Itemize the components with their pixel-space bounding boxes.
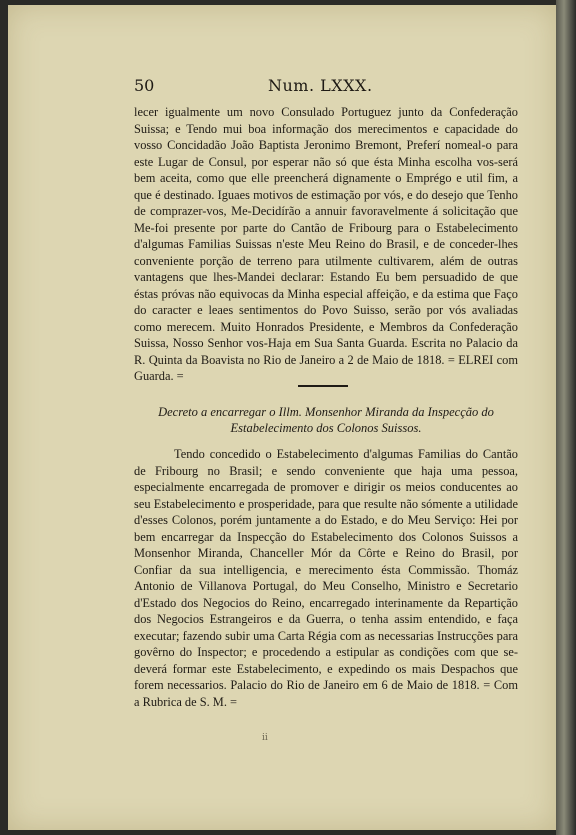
page-header bbox=[134, 76, 518, 100]
signature-mark: ii bbox=[262, 733, 268, 743]
page-number: 50 bbox=[134, 76, 155, 95]
page-edge bbox=[556, 0, 576, 835]
section-divider bbox=[298, 385, 348, 387]
letter-text: lecer igualmente um novo Consulado Portuguez junto da Confederação Suissa; e Tendo mui boa informação dos merecimentos e capacidade do vosso Concidadão João Baptista Jeronimo Bremont, Preferí nomeal-o para este Lugar de Consul, por esperar não só que ésta Minha escolha vos-será bem aceita, como que elle preencherá dignamente o Emprégo e util fim, a que é destinado. Iguaes motivos de estimação por vós, e do desejo que Tenho de comprazer-vos, Me-Decidírão a annuir favoravelmente á solicitação que Me-foi presente por parte do Cantão de Fribourg para o Estabelecimento d'algumas Familias Suissas n'este Meu Reino do Brasil, e de conceder-lhes conveniente porção de terreno para utilmente cultivarem, além de outras vantagens que lhes-Mandei declarar: Estando Eu bem persuadido de que éstas próvas não equivocas da Minha especial affeição, e da estima que Faço do caracter e leaes sentimentos do Povo Suisso, serão por vós avaliadas como merecem. Muito Honrados Presidente, e Membros da Confederação Suissa, Nosso Senhor vos-Haja em Sua Santa Guarda. Escrita no Palacio da R. Quinta da Boavista no Rio de Janeiro a 2 de Maio de 1818. = ELREI com Guarda. = bbox=[134, 105, 518, 383]
document-number-title: Num. LXXX. bbox=[268, 76, 373, 95]
decree-heading: Decreto a encarregar o Illm. Monsenhor Miranda da Inspecção do Estabelecimento dos Colonos Suissos. bbox=[158, 405, 494, 435]
decree-text: Tendo concedido o Estabelecimento d'algumas Familias do Cantão de Fribourg no Brasil; e sendo conveniente que haja uma pessoa, especialmente encarregada de promover e dirigir os meios conducentes ao seu Estabelecimento e prosperidade, para que resulte não sómente a utilidade d'esses Colonos, porém juntamente a do Estado, e do Meu Serviço: Hei por bem encarregar da Inspecção do Estabelecimento dos Colonos Suissos a Monsenhor Miranda, Chanceller Mór da Côrte e Reino do Brasil, por Confiar da sua intelligencia, e merecimento ésta Commissão. Thomáz Antonio de Villanova Portugal, do Meu Conselho, Ministro e Secretario d'Estado dos Negocios do Reino, encarregado interinamente da Repartição dos Negocios Estrangeiros e da Guerra, o tenha assim entendido, e faça executar; fazendo subir uma Carta Régia com as necessarias Instrucções para govêrno do Inspector; e procedendo a estipular as condições com que se-deverá formar este Estabelecimento, e expedindo os mais Despachos que forem necessarios. Palacio do Rio de Janeiro em 6 de Maio de 1818. = Com a Rubrica de S. M. = bbox=[134, 447, 518, 709]
